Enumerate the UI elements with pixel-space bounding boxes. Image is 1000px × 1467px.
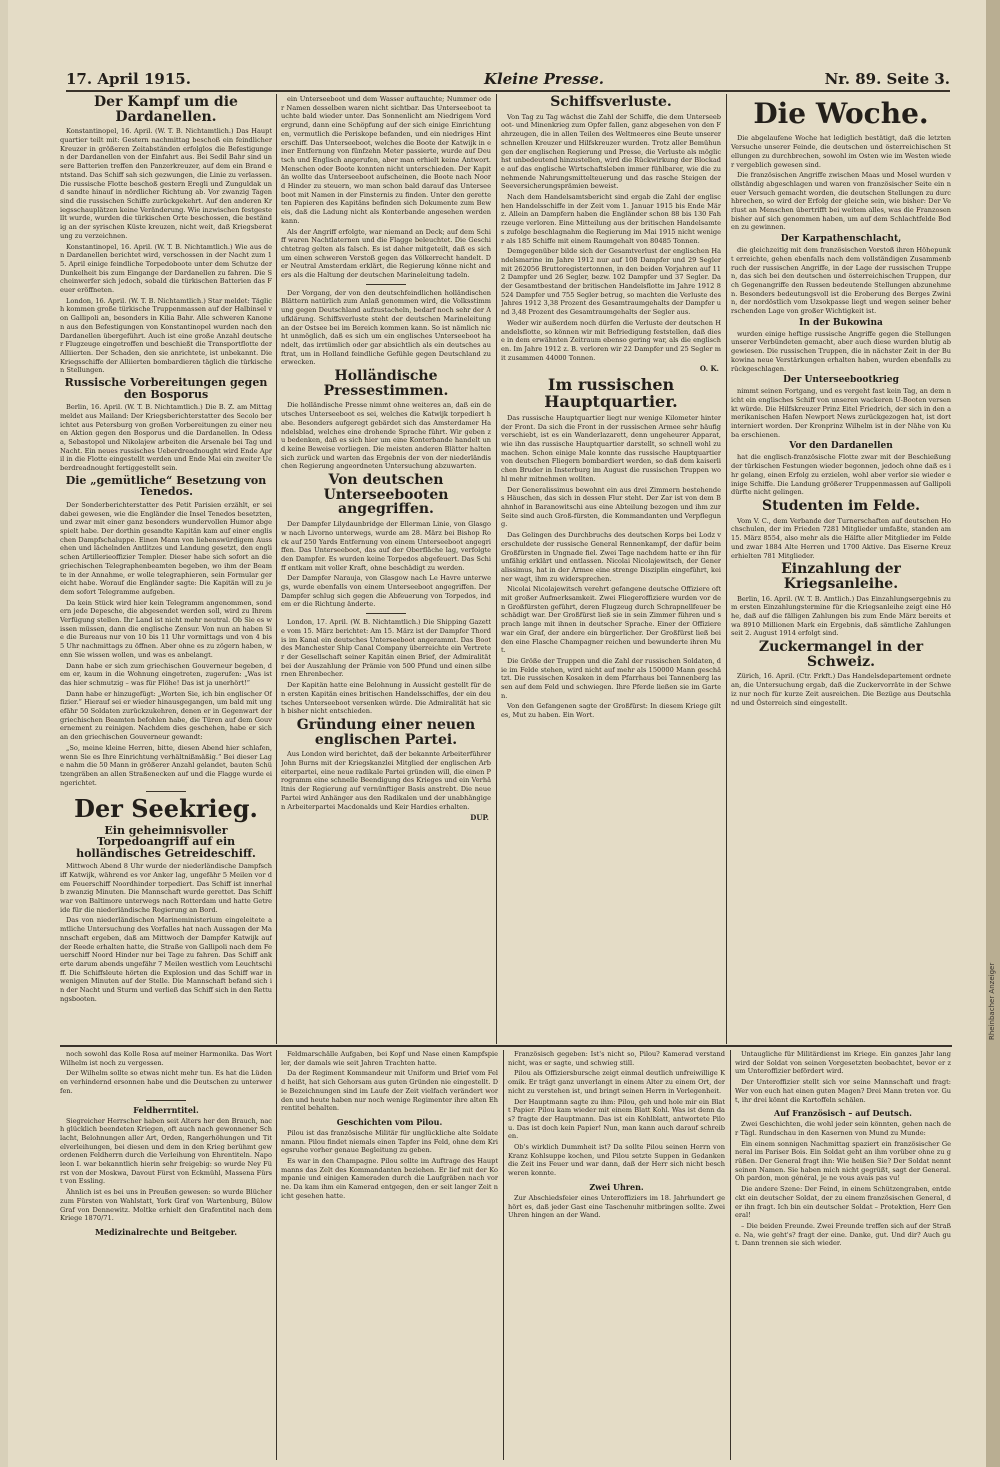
article-text: Von Tag zu Tag wächst die Zahl der Schiffe, die dem Unterseeboot- und Minenkrieg zum Opfer fallen, ganz abgesehen von den Fahrzeugen, die in allen Teilen des Weltmeeres eine Beute unserer schnellen Kreuzer und Hilfskreuzer wurden. Trotz aller Bemühungen der englischen Regierung und Presse, die Verluste als möglichst unbedeutend hinzustellen, wird die Rückwirkung der Blockade auf das englische Wirtschaftsleben immer fühlbarer, wie die zunehmende Nahrungsmittelteuerung und das rasche Steigen der Seeversicherungsprämien beweist. — [501, 112, 721, 191]
article-text: Pilou ist das französische Militär für unglückliche alte Soldatenmann. Pilou findet niemals einen Tapfer ins Feld, ohne dem Kriegsruhe vorher genaue Begleitung zu geben. — [281, 1128, 498, 1155]
article-text: Nach dem Handelsamtsbericht sind ergab die Zahl der englischen Handelsschiffe in der Zeit vom 1. Januar 1915 bis Ende März. Allein an Dampfern haben die Engländer schon 88 bis 130 Fahrzeuge verloren. Eine Mitteilung aus der britischen Handelsamtes zufolge beschlagnahm die Regierung im Mai 1915 nicht weniger als 185 Schiffe mit einem Raumgehalt von 80485 Tonnen. — [501, 193, 721, 245]
article-text: Feldmarschälle Aufgaben, bei Kopf und Nase einen Kampfspieler, der damals wie seit Jahren Trachten hatte. — [281, 1050, 498, 1067]
headline-dardanellen: Der Kampf um die Dardanellen. — [94, 95, 238, 125]
article-text: Dann habe er sich zum griechischen Gouverneur begeben, dem er, kaum in die Wohnung eingetreten, zugerufen: „Was ist das hier schmutzig – was für Flöhe! Das ist ja unerhört!“ — [60, 661, 272, 687]
feuilleton-column-1 — [60, 1050, 272, 1460]
article-text: Konstantinopel, 16. April. (W. T. B. Nichtamtlich.) Das Hauptquartier teilt mit: Gestern nachmittag beschoß ein feindlicher Kreuzer in größeren Zeitabständen erfolglos die Befestigungen der Dardanellen von der Einfahrt aus. Bei Sedil Bahr sind unsere Batterien treffen den Panzerkreuzer, auf dem ein Brand entstand. Das Schiff sah sich gezwungen, die Linie zu verlassen. Die russische Flotte beschoß gestern Eregli und Zunguldak und sandte hinauf in nördlicher Richtung ab. Vor zwanzig Tagen sind die russischen Schiffe zurückgekehrt. Auf den anderen Kriegsschauplätzen keine Veränderung. Wie inzwischen festgestellt wurde, wurden die türkischen Orte beschossen, die beständig an der syrischen Küste kreuzen, nicht weit, daß Kriegsberatung zu verzeichnen. — [60, 127, 272, 240]
article-text: Der Wilhelm sollte so etwas nicht mehr tun. Es hat die Lüdenen verhindernd ersonnen habe und die Deutschen zu unterwerfen. — [60, 1069, 272, 1095]
article-text: wurden einige heftige russische Angriffe gegen die Stellungen unserer Verbündeten gemacht, aber auch diese wurden blutig abgewiesen. Die russischen Truppen, die in nächster Zeit in der Bukowina neue Verstärkungen erhalten haben, wurden ebenfalls zurückgeschlagen. — [731, 329, 951, 373]
article-text: Der Dampfer Narauja, von Glasgow nach Le Havre unterwegs, wurde ebenfalls von einem Unterseeboot angegriffen. Der Dampfer schlug sich gegen die Abfeuerung von Torpedos, indem er die Richtung änderte. — [281, 574, 491, 609]
article-text: Das von niederländischen Marineministerium eingeleitete amtliche Untersuchung des Vorfalles hat nach Aussagen der Mannschaft ergeben, daß am Mittwoch der Dampfer Katwijk auf der Reede erhalten hatte, die Straße von Gallipoli nach dem Feuerschiff Noord Hinder nur bei Tage zu fahren. Das Schiff ankerte darum abends ungefähr 7 Meilen westlich vom Leuchtschiff. Die Schiffsleute hörten die Explosion und das Schiff war in wenigen Minuten auf der Stelle. Die Mannschaft befand sich in der Nacht und Sturm und verließ das Schiff sich in den Rettungsbooten. — [60, 916, 272, 1003]
issue-number: Nr. 89. Seite 3. — [824, 70, 950, 88]
divider — [146, 791, 186, 792]
headline-studenten: Studenten im Felde. — [761, 498, 921, 514]
divider — [146, 1100, 186, 1101]
article-text: Ähnlich ist es bei uns in Preußen gewesen: so wurde Blücher zum Fürsten von Wahlstatt, York Graf von Wartenburg, Bülow Graf von Dennewitz. Moltke erhielt den Grafentitel nach dem Kriege 1870/71. — [60, 1188, 272, 1223]
feuilleton-column-4 — [735, 1050, 951, 1460]
article-text: Der Sonderberichterstatter des Petit Parisien erzählt, er sei dabei gewesen, wie die Engländer die Insel Tenedos besetzten, und zwar mit einer ganz besonders wundervollen Humor abgespielt habe. Der dorthin gesandte Kapitän kam auf einer englischen Dampfschaluppe. Einen Mann von liebenswürdigem Aussehen und lächelnden Antlitzes und Landung gesetzt, den englischen Artillerieoffizier Templer. Dieser habe sich sofort an die griechischen Telegraphenbeamten begeben, wo ihm der Beamte in der Annahme, er wolle telegraphieren, sein Formular gereicht habe. Worauf die Engländer sagte: Die Kapitän will zu jedem sofort Telegramme aufgeben. — [60, 500, 272, 596]
article-text: Vom V. C., dem Verbande der Turnerschaften auf deutschen Hochschulen, der im Frieden 7281 Mitglieder umfaßte, standen am 15. März 8554, also mehr als die Hälfte aller Mitglieder im Felde und zwar 1884 Alte Herren und 1700 Aktive. Das Eiserne Kreuz erhielten 781 Mitglieder. — [731, 516, 951, 560]
newspaper-page — [8, 0, 986, 1467]
headline-kriegsanleihe: Einzahlung der Kriegsanleihe. — [781, 561, 901, 592]
column-rule — [276, 1050, 277, 1460]
byline: DUP. — [470, 813, 489, 823]
column-rule — [726, 94, 727, 1044]
headline-hauptquartier: Im russischen Hauptquartier. — [544, 375, 678, 412]
article-text: Es war in den Champagne. Pilou sollte im Auftrage des Hauptmanns das Zelt des Kommandanten beziehen. Er lief mit der Kompanie und einigen Kameraden durch die Laufgräben nach vorne. Da kam ihm ein Kamerad entgegen, den er seit langer Zeit nicht gesehen hatte. — [281, 1157, 498, 1200]
column-2 — [281, 95, 491, 1043]
issue-date: 17. April 1915. — [66, 70, 191, 88]
article-text: London, 16. April. (W. T. B. Nichtamtlich.) Star meldet: Täglich kommen große türkische Truppenmassen auf der Halbinsel von Gallipoli an, besonders in Kilia Bahr. Alle schweren Kanonen aus den Befestigungen von Konstantinopel wurden nach den Dardanellen übergeführt. Auch ist eine große Anzahl deutscher Flugzeuge eingetroffen und beschießt die Transportflotte der Alliierten. Der Schaden, den sie anrichtete, ist unbekannt. Die Kriegsschiffe der Alliierten bombardieren täglich die türkischen Stellungen. — [60, 296, 272, 375]
column-rule — [276, 94, 277, 1044]
page-edge — [986, 0, 1000, 1467]
article-text: Die französischen Angriffe zwischen Maas und Mosel wurden vollständig abgeschlagen und waren von französischer Seite ein neuer Versuch gemacht worden, die deutschen Stellungen zu durchbrechen, so wird der Erfolg der gleiche sein, wie bisher: Der Verlust an Menschen übertrifft bei weitem alles, was die Franzosen bisher auf sich genommen haben, um auf dem Schlachtfelde Boden zu gewinnen. — [731, 171, 951, 232]
article-text: Die andere Szene: Der Feind, in einem Schützengraben, entdeckt ein deutscher Soldat, der zu einem französischen General, der ihn fragt. Ich bin ein deutscher Soldat – Protektion, Herr General! — [735, 1185, 951, 1220]
article-text: Nicolai Nicolajewitsch verehrt gefangene deutsche Offiziere oft mit großer Aufmerksamkeit. Zwei Fliegeroffiziere wurden vor den Großfürsten geführt, deren Flugzeug durch Schrapnellfeuer beschädigt war. Der Großfürst ließ sie in sein Zimmer führen und sprach lange mit ihnen in deutscher Sprache. Einer der Offiziere war ein Graf, der andere ein bürgerlicher. Der Großfürst ließ beiden eine Flasche Champagner reichen und bewunderte ihren Mut. — [501, 585, 721, 655]
article-text: ein Unterseeboot und dem Wasser auftauchte; Nummer oder Namen desselben waren nicht sichtbar. Das Unterseeboot tauchte bald wieder unter. Das Sonnenlicht am Niedrigem Vordergrund, dann eine Schöpfung auf der sich einige Einrichtungen, vermutlich die Periskope befanden, und ein niedriges Hinterschiff. Das Unterseeboot, welches die Boote der Katwijk in einer Entfernung von fünfzehn Meter passierte, wurde auf Deutsch und Englisch angerufen, aber man erhielt keine Antwort. Menschen oder Boote konnten nicht unterschieden. Der Kapitän wollte das Unterseeboot aufscheinen, die Boote nach Noord Hinder zu steuern, wo man schon bald darauf das Unterseeboot mit Namen in der Finsternis zu finden. Unter den geretteten Papieren des Kapitäns befinden sich Dokumente zum Beweis, daß die Ladung nicht als Konterbande angesehen werden kann. — [281, 95, 491, 225]
divider — [366, 284, 406, 285]
article-text: Der Vorgang, der von den deutschfeindlichen holländischen Blättern natürlich zum Anlaß genommen wird, die Volksstimmung gegen Deutschland aufzustacheln, bedarf noch sehr der Aufklärung. Schiffsverluste steht der deutschen Marineleitung an der Ostsee bei im Bereich kommen kann. So ist nämlich nicht unmöglich, daß es sich um ein englisches Unterseeboot handelt, das irrtümlich oder gar absichtlich als ein deutsches auftrat, um in Holland feindliche Gefühle gegen Deutschland zu erwecken. — [281, 288, 491, 367]
article-text: Demgegenüber bilde sich der Gesamtverlust der englischen Handelsmarine im Jahre 1912 nur auf 108 Dampfer und 29 Segler mit 262056 Bruttoregistertonnen, in den beiden Vorjahren auf 112 Dampfer und 26 Segler, bezw. 102 Dampfer und 37 Segler. Da der Gesamtbestand der britischen Handelsflotte im Jahre 1912 8524 Dampfer und 755 Segler betrug, so machten die Verluste des Jahres 1912 3,38 Prozent des Gesamtraumgehalts der Dampfer und 3,48 Prozent des Gesamtraumgehalts der Segler aus. — [501, 247, 721, 317]
article-text: Untaugliche für Militärdienst im Kriege. Ein ganzes Jahr lang wird der Soldat von seinen Vorgesetzten beobachtet, bevor er zum Unteroffizier befördert wird. — [735, 1050, 951, 1076]
headline-medizinalrechte: Medizinalrechte und Beitgeber. — [95, 1226, 237, 1237]
headline-franzoesisch: Auf Französisch – auf Deutsch. — [774, 1108, 912, 1119]
subheading: Der Unterseebootkrieg — [783, 375, 899, 386]
article-text: hat die englisch-französische Flotte zwar mit der Beschießung der türkischen Festungen wieder begonnen, jedoch ohne daß es ihr gelang, einen Erfolg zu erzielen, wohl aber verlor sie wieder einige Schiffe. Die Landung größerer Truppenmassen auf Gallipoli dürfte nicht gelingen. — [731, 453, 951, 497]
article-text: Da der Regiment Kommandeur mit Uniform und Brief vom Feld heißt, hat sich Gehorsam aus guten Gründen nie eingestellt. Die Bezeichnungen sind im Laufe der Zeit vielfach verändert worden und heute haben nur noch wenige Regimenter ihre alten Ehrentitel behalten. — [281, 1069, 498, 1113]
article-text: Die holländische Presse nimmt ohne weiteres an, daß ein deutsches Unterseeboot es sei, welches die Katwijk torpediert habe. Besonders aufgeregt gebärdet sich das Amsterdamer Handelsblad, welches eine drohende Sprache führt. Wir geben zu bedenken, daß es sich hier um eine Konterbande handelt und keine Beweise vorliegen. Die meisten anderen Blätter halten sich zurück und warten das Ergebnis der von der niederländischen Regierung angeordneten Untersuchung abzuwarten. — [281, 401, 491, 471]
article-text: Ein einem sonnigen Nachmittag spaziert ein französischer General im Pariser Bois. Ein Soldat geht an ihm vorüber ohne zu grüßen. Der General fragt ihn: Wie heißen Sie? Der Soldat nennt seinen Namen. Sie haben mich nicht gegrüßt, sagt der General. Oh pardon, mon général, je ne vous avais pas vu! — [735, 1139, 951, 1183]
article-text: Zur Abschiedsfeier eines Unteroffiziers im 18. Jahrhundert gehört es, daß jeder Gast eine Taschenuhr mitbringen sollte. Zwei Uhren hingen an der Wand. — [508, 1193, 725, 1220]
article-text: Der Dampfer Lilydaunbridge der Ellerman Linie, von Glasgow nach Livorno unterwegs, wurde am 28. März bei Bishop Rock auf 250 Yards Entfernung von einem Unterseeboot angegriffen. Das Unterseeboot, das auf der Oberfläche lag, verfolgte den Dampfer. Es wurden keine Torpedos abgefeuert. Das Schiff entkam mit voller Kraft, ohne beschädigt zu werden. — [281, 520, 491, 572]
divider — [366, 613, 406, 614]
article-text: – Die beiden Freunde. Zwei Freunde treffen sich auf der Straße. Na, wie geht's? fragt der eine. Danke, gut. Und dir? Auch gut. Dann trennen sie sich wieder. — [735, 1221, 951, 1248]
headline-seekrieg: Der Seekrieg. — [74, 794, 258, 824]
column-rule — [503, 1050, 504, 1460]
masthead — [66, 68, 950, 92]
headline-pilou: Geschichten vom Pilou. — [336, 1116, 443, 1127]
article-text: Mittwoch Abend 8 Uhr wurde der niederländische Dampfschiff Katwijk, während es vor Anker lag, ungefähr 5 Meilen vor dem Feuerschiff Noordhinder torpediert. Das Schiff ist innerhalb zwanzig Minuten. Die Mannschaft wurde gerettet. Das Schiff war von Baltimore unterwegs nach Rotterdam und hatte Getreide für die niederländische Regierung an Bord. — [60, 862, 272, 914]
article-text: Das Gelingen des Durchbruchs des deutschen Korps bei Lodz verschuldete der russische General Rennenkampf, der dafür beim Großfürsten in Ungnade fiel. Zwei Tage nachdem hatte er ihn für unfähig erklärt und entlassen. Nicolai Nicolajewitsch, der Generalissimus, hat in der Armee eine strenge Disziplin eingeführt, keiner wagt, ihm zu widersprechen. — [501, 531, 721, 583]
column-rule — [496, 94, 497, 1044]
article-text: Ob's wirklich Dummheit ist? Da sollte Pilou seinen Herrn von Kranz Kohlsuppe kochen, und Pilou setzte Suppen in Gedanken die Zeit ins Feuer und war dann, daß der Herr sich nicht beschweren konnte. — [508, 1143, 725, 1178]
column-1 — [60, 95, 272, 1043]
feuilleton-rule — [60, 1045, 952, 1047]
article-text: nimmt seinen Fortgang, und es vergeht fast kein Tag, an dem nicht ein englisches Schiff von unseren wackeren U-Booten versenkt würde. Die Hilfskreuzer Prinz Eitel Friedrich, der sich in den amerikanischen Hafen Newport News zurückgezogen hat, ist dort interniert worden. Der Kronprinz Wilhelm ist in der Nähe von Kuba erschienen. — [731, 387, 951, 439]
headline-torpedoangriff: Ein geheimnisvoller Torpedoangriff auf ein holländisches Getreideschiff. — [76, 823, 256, 860]
article-text: Dann habe er hinzugefügt: „Worten Sie, ich bin englischer Offizier.“ Hierauf sei er wieder hinausgegangen, um bald mit ungefähr 50 Soldaten zurückzukehren, denen er in Gegenwart der griechischen Beamten befohlen habe, die Türen auf dem Gouvernement zu reinigen. Nachdem dies geschehen, habe er sich an den griechischen Gouverneur gewandt: — [60, 689, 272, 742]
headline-die-woche: Die Woche. — [753, 97, 929, 130]
column-3 — [501, 95, 721, 1043]
article-text: Französisch gegeben: Ist's nicht so, Pilou? Kamerad verstand nicht, was er sagte, und schwieg still. — [508, 1050, 725, 1067]
archive-stamp: Rheinbacher Anzeiger — [988, 962, 996, 1040]
article-text: Berlin, 16. April. (W. T. B. Nichtamtlich.) Die B. Z. am Mittag meldet aus Mailand: Der Kriegsberichterstatter des Secolo berichtet aus Petersburg von großen Vorbereitungen zu einer neuen Aktion gegen den Bosporus und die Dardanellen. In Odessa, Sebastopol und Nikolajew arbeiten die Arsenale bei Tag und Nacht. Ein neues russisches Ueberdreadnought wird Ende April in die Flotte eingestellt werden und Ende Mai ein zweiter Ueberdreadnought fertiggestellt sein. — [60, 403, 272, 473]
article-text: Siegreicher Herrscher haben seit Alters her den Brauch, nach glücklich beendeten Kriegen, oft auch nach gewonnener Schlacht, Belohnungen aller Art, Orden, Rangerhöhungen und Titelverleihungen, bei diesen und dem in den Krieg berühmt gewordenen Feldherrn durch die Verleihung von Ehrentiteln. Napoleon I. war bekanntlich hierin sehr freigebig: so wurde Ney Fürst von der Moskwa, Davout Fürst von Eckmühl, Massena Fürst von Essling. — [60, 1116, 272, 1186]
article-text: Weder wir außerdem noch dürfen die Verluste der deutschen Handelsflotte, so können wir mit Befriedigung feststellen, daß diese in dem erwähnten Zeitraum ebenso gering war, als die englischen. Im Jahre 1912 z. B. verloren wir 22 Dampfer und 25 Segler mit zusammen 44000 Tonnen. — [501, 318, 721, 362]
article-text: Der Unteroffizier stellt sich vor seine Mannschaft und fragt: Wer von euch hat einen guten Magen? Drei Mann treten vor. Gut, ihr drei könnt die Kartoffeln schälen. — [735, 1078, 951, 1104]
article-text: Die abgelaufene Woche hat lediglich bestätigt, daß die letzten Versuche unserer Feinde, die deutschen und österreichischen Stellungen zu durchbrechen, sowohl im Osten wie im Westen wieder vergeblich gewesen sind. — [731, 134, 951, 169]
paper-title: Kleine Presse. — [484, 70, 605, 88]
article-text: Der Generalissimus bewohnt ein aus drei Zimmern bestehendes Häuschen, das sich in dessen Flur steht. Der Zar ist von dem Bahnhof in Baranowitschi aus eine Abteilung bezogen und ihm zur Seite sind auch Groß-fürsten, die Kommandanten und Verpflegung. — [501, 485, 721, 529]
article-text: noch sowohl das Kolle Rosa auf meiner Harmonika. Das Wort Wilhelm ist noch zu vergessen. — [60, 1050, 272, 1067]
article-text: Das russische Hauptquartier liegt nur wenige Kilometer hinter der Front. Da sich die Front in der russischen Armee sehr häufig verschiebt, ist es ein Wanderlazarett, denn ungeheurer Apparat, wie ihn das russische Hauptquartier darstellt, so schnell wohl zu machen. Schon einige Male konnte das russische Hauptquartier von deutschen Fliegern bombardiert werden, so daß dem kaiserlichen Bruder in Insterburg im August die russischen Truppen wohl mehr mitnehmen wollten. — [501, 413, 721, 483]
article-text: Die Größe der Truppen und die Zahl der russischen Soldaten, die im Felde stehen, wird nicht auf mehr als 150000 Mann geschätzt. Die russischen Kosaken in dem Pfarrhaus bei Tannenberg lassen auf dem Feld und schwiegen. Ihre Pferde ließen sie im Garten. — [501, 656, 721, 700]
column-4 — [731, 95, 951, 1043]
article-text: London, 17. April. (W. B. Nichtamtlich.) Die Shipping Gazette vom 15. März berichtet: Am 15. März ist der Dampfer Thordis im Kanal ein deutsches Unterseeboot angerammt. Das Boot des Manchester Ship Canal Company überreichte ein Vertreter der Gesellschaft seiner Kapitän einen Brief, der Admiralität bei der Auszahlung der Prämie von 500 Pfund und einen silbernen Ehrenbecher. — [281, 618, 491, 679]
headline-tenedos: Die „gemütliche“ Besetzung von Tenedos. — [65, 473, 267, 499]
subheading: Der Karpathenschlacht, — [780, 234, 902, 245]
headline-zuckermangel: Zuckermangel in der Schweiz. — [758, 639, 924, 670]
article-text: Pilou als Offiziersbursche zeigt einmal deutlich unfreiwillige Komik. Er trägt ganz unverlangt in einem Alter zu einem Ort, der nicht zu verstehen ist, und bringt seinen Herrn in Verlegenheit. — [508, 1069, 725, 1095]
article-text: Der Hauptmann sagte zu ihm: Pilou, geh und hole mir ein Blatt Papier. Pilou kam wieder mit einem Blatt Kohl. Was ist denn das? fragte der Hauptmann. Das ist ein Kohlblatt, antwortete Pilou. Das ist doch kein Papier! Nun, man kann auch darauf schreiben. — [508, 1097, 725, 1141]
headline-feldherrntitel: Feldherrntitel. — [133, 1104, 199, 1115]
headline-pressestimmen: Holländische Pressestimmen. — [323, 368, 449, 399]
article-text: „So, meine kleine Herren, bitte, diesen Abend hier schlafen, wenn Sie es Ihre Einrichtung verhältnißmäßig.“ Bei dieser Lage nahm die 50 Mann in größerer Anzahl gelandet, bauten Schützengräben an allen Straßenecken auf und die Flagge wurde eingerichtet. — [60, 743, 272, 787]
subheading: In der Bukowina — [799, 317, 883, 328]
feuilleton-column-2 — [281, 1050, 498, 1460]
headline-partei: Gründung einer neuen englischen Partei. — [296, 716, 476, 748]
headline-zwei-uhren: Zwei Uhren. — [589, 1181, 644, 1192]
article-text: Der Kapitän hatte eine Belohnung in Aussicht gestellt für den ersten Kapitän eines britischen Handelsschiffes, der ein deutsches Unterseeboot versenken würde. Die Admiralität hat sich bisher nicht entschieden. — [281, 681, 491, 716]
article-text: Als der Angriff erfolgte, war niemand an Deck; auf dem Schiff waren Nachtlaternen und die Flagge beleuchtet. Die Geschichtetrag gelten als falsch. Es ist daher mitgeteilt, daß es sich um einen schweren Verstoß gegen das Völkerrecht handelt. Der Neutral Amsterdam erklärt, die Regierung könne nicht anders als die Haltung der deutschen Marineleitung tadeln. — [281, 227, 491, 280]
article-text: die gleichzeitig mit dem französischen Vorstoß ihren Höhepunkt erreichte, gehen ebenfalls nach dem vollständigen Zusammenbruch der russischen Angriffe, in der Lage der russischen Truppen, das sich bei den deutschen und österreichischen Truppen, durch Gegenangriffe den Russen bedeutende Stellungen abzunehmen. Besonders bedeutungsvoll ist die Eroberung des Berges Zwinin, der nordöstlich vom Uzsokpasse liegt und wegen seiner beherrschenden Lage von großer Wichtigkeit ist. — [731, 246, 951, 316]
feuilleton-column-3 — [508, 1050, 725, 1460]
article-text: Berlin, 16. April. (W. T. B. Amtlich.) Das Einzahlungsergebnis zum ersten Einzahlungstermine für die Kriegsanleihe zeigt eine Höhe, daß auf die fälligen Zahlungen bis zum Ende März bereits etwa 8910 Millionen Mark ein Ergebnis, daß sämtliche Zahlungen seit 2. August 1914 erfolgt sind. — [731, 594, 951, 638]
headline-schiffsverluste: Schiffsverluste. — [550, 95, 672, 110]
article-text: Aus London wird berichtet, daß der bekannte Arbeiterführer John Burns mit der Kriegskanzlei Mitglied der englischen Arbeiterpartei, eine neue radikale Partei gründen will, die einen Programm eine schnelle Beendigung des Krieges und ein Verhältnis der Regierung auf vernünftiger Basis anstrebt. Die neue Partei wird Anhänger aus den Radikalen und der unabhängigen Arbeiterpartei Macdonalds und Keir Hardies erhalten. — [281, 750, 491, 811]
article-text: Von den Gefangenen sagte der Großfürst: In diesem Kriege gilt es, Mut zu haben. Ein Wort. — [501, 702, 721, 720]
subheading: Vor den Dardanellen — [789, 441, 893, 452]
headline-unterseebooten: Von deutschen Unterseebooten angegriffen. — [323, 472, 449, 518]
headline-bosporus: Russische Vorbereitungen gegen den Bosporus — [64, 376, 268, 401]
article-text: Zwei Geschichten, die wohl jeder sein könnten, gehen nach der Tägl. Rundschau in den Kasernen von Mund zu Munde: — [735, 1120, 951, 1137]
article-text: Konstantinopel, 16. April. (W. T. B. Nichtamtlich.) Wie aus den Dardanellen berichtet wird, verschossen in der Nacht zum 15. April einige feindliche Torpedoboote unter dem Schutze der Dunkelheit bis zum Eingange der Dardanellen zu fahren. Die Scheinwerfer sich jedoch, sobald die türkischen Batterien das Feuer eröffneten. — [60, 242, 272, 295]
article-text: Da kein Stück wird hier kein Telegramm angenommen, sondern jede Depesche, die abgesendet werden soll, wird zu Ihrem Verfügung stellen. Ihr Land ist nicht mehr neutral. Ob Sie es wissen müssen, dann die englische Zensur. Von nun an haben Sie die Bureaus nur von 10 bis 11 Uhr vormittags und von 4 bis 5 Uhr nachmittags zu öffnen. Aber ohne es zu zögern haben, wenn Sie wissen wollen, und was es anbelangt. — [60, 598, 272, 659]
article-text: Zürich, 16. April. (Ctr. Frkft.) Das Handelsdepartement ordnete an, die Untersuchung ergab, daß die Zuckervorräte in der Schweiz nur noch für kurze Zeit ausreichen. Die Bezüge aus Deutschland und Österreich sind eingestellt. — [731, 672, 951, 707]
column-rule — [730, 1050, 731, 1460]
byline: O. K. — [699, 364, 719, 374]
